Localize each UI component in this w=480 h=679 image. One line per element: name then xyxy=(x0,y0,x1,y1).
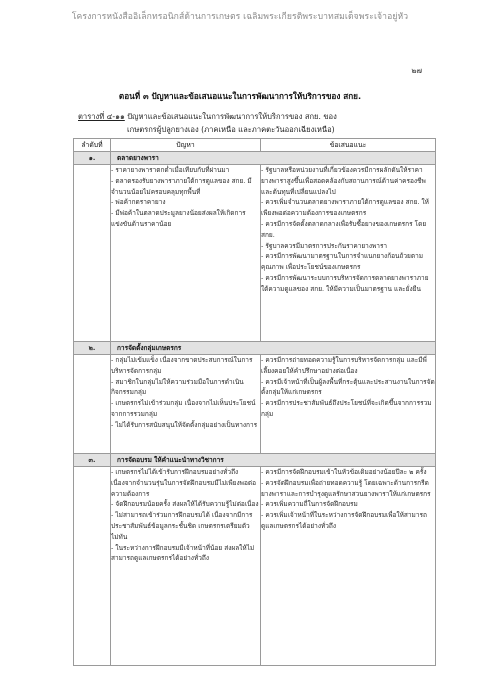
problem-item: - ตลาดรองรับยางพาราภายใต้การดูแลของ สกย. มีจำนวนน้อยไม่ครอบคลุมทุกพื้นที่ xyxy=(111,176,252,196)
table-caption xyxy=(78,110,438,136)
page-number: ๒๗ xyxy=(411,66,422,75)
suggestion-list xyxy=(261,467,436,666)
group-num: ๒. xyxy=(74,342,111,355)
suggestion-item: - ควรเพิ่มความถี่ในการจัดฝึกอบรม xyxy=(261,500,358,509)
problem-item: - เกษตรกรไม่เข้าร่วมกลุ่ม เนื่องจากไม่เห็นประโยชน์จากการรวมกลุ่ม xyxy=(111,399,256,418)
header-suggestion: ข้อเสนอแนะ xyxy=(261,139,436,152)
suggestion-item: - ควรมีการประชาสัมพันธ์ถึงประโยชน์ที่จะเกิดขึ้นจากการรวมกลุ่ม xyxy=(261,399,432,418)
problem-item: - ไม่ได้รับการสนับสนุนให้จัดตั้งกลุ่มอย่างเป็นทางการ xyxy=(111,420,258,429)
suggestion-item: - ควรมีเจ้าหน้าที่เป็นผู้ลงพื้นที่กระตุ้นและประสานงานในการจัดตั้งกลุ่มให้แก่เกษตรกร xyxy=(261,377,435,397)
group-title: การจัดตั้งกลุ่มเกษตรกร xyxy=(111,342,436,355)
group-num: ๑. xyxy=(74,152,111,165)
group-row-farmer-groups xyxy=(74,342,436,355)
suggestion-item: - ควรมีการพัฒนาระบบการบริหารจัดการตลาดยางพาราภายใต้ความดูแลของ สกย. ให้มีความเป็นมาตรฐาน และยั่งยืน xyxy=(261,273,429,293)
problem-list xyxy=(111,467,261,666)
problem-item: - กลุ่มไม่เข้มแข็ง เนื่องจากขาดประสบการณ์ในการบริหารจัดการกลุ่ม xyxy=(111,356,253,375)
group-num: ๓. xyxy=(74,454,111,467)
problem-item: - ในระหว่างการฝึกอบรมมีเจ้าหน้าที่น้อย ส่งผลให้ไม่สามารถดูแลเกษตรกรได้อย่างทั่วถึง xyxy=(111,543,255,563)
suggestion-item: - รัฐบาลควรมีมาตรการประกันราคายางพารา xyxy=(261,241,388,250)
problem-item: - มีพ่อค้าในตลาดประมูลยางน้อยส่งผลให้เกิดการแข่งขันด้านราคาน้อย xyxy=(111,209,246,228)
problem-list xyxy=(111,355,261,454)
problem-item: - สมาชิกในกลุ่มไม่ให้ความร่วมมือในการดำเนินกิจกรรมกลุ่ม xyxy=(111,377,244,397)
table-row xyxy=(74,467,436,666)
suggestion-item: - ควรเพิ่มเจ้าหน้าที่ในระหว่างการจัดฝึกอบรมเพื่อให้สามารถดูแลเกษตรกรได้อย่างทั่วถึง xyxy=(261,511,427,530)
suggestion-item: - ควรมีการถ่ายทอดความรู้ในการบริหารจัดการกลุ่ม และมีพี่เลี้ยงคอยให้คำปรึกษาอย่างต่อเนื่อง xyxy=(261,356,427,375)
suggestion-item: - ควรเพิ่มจำนวนตลาดยางพาราภายใต้การดูแลของ สกย. ให้เพียงพอต่อความต้องการของเกษตรกร xyxy=(261,198,429,218)
table-row xyxy=(74,355,436,454)
chapter-title: ตอนที่ ๓ ปัญหาและข้อเสนอแนะในการพัฒนาการให้บริการของ สกย. xyxy=(118,91,362,101)
table-caption-line1: ปัญหาและข้อเสนอแนะในการพัฒนาการให้บริการของ สกย. ของ xyxy=(124,112,337,121)
running-header: โครงการหนังสืออิเล็กทรอนิกส์ด้านการเกษตร เฉลิมพระเกียรติพระบาทสมเด็จพระเจ้าอยู่หัว xyxy=(71,12,409,22)
table-caption-number: ตารางที่ ๔-๑๑ xyxy=(78,112,125,121)
problem-item: - ไม่สามารถเข้าร่วมการฝึกอบรมได้ เนื่องจากมีการประชาสัมพันธ์ข้อมูลกระชั้นชิด เกษตรกรเตรียมตัวไม่ทัน xyxy=(111,511,253,541)
problem-list xyxy=(111,165,261,342)
group-row-training xyxy=(74,454,436,467)
suggestion-item: - ควรมีการจัดตั้งตลาดกลางเพื่อรับซื้อยางของเกษตรกร โดย สกย. xyxy=(261,219,427,239)
suggestion-item: - รัฐบาลหรือหน่วยงานที่เกี่ยวข้องควรมีการผลักดันให้ราคายางพาราสูงขึ้นเพื่อสอดคล้องกับสถานการณ์ด้านค่าครองชีพและต้นทุนที่เปลี่ยนแปลงไป xyxy=(261,166,426,196)
problems-suggestions-table xyxy=(73,138,436,666)
suggestion-item: - ควรมีการจัดฝึกอบรมเข้าในหัวข้อเดิมอย่างน้อยปีละ ๒ ครั้ง xyxy=(261,468,427,476)
suggestion-list xyxy=(261,355,436,454)
suggestion-list xyxy=(261,165,436,342)
problem-item: - ราคายางพาราตกต่ำเมื่อเทียบกับที่ผ่านมา xyxy=(111,166,230,174)
table-header-row xyxy=(74,139,436,152)
suggestion-item: - ควรจัดฝึกอบรมเพื่อถ่ายทอดความรู้ โดยเฉพาะด้านการกรีดยางพาราและการบำรุงดูแลรักษาสวนยางพาราให้แก่เกษตรกร xyxy=(261,478,431,498)
problem-item: - จัดฝึกอบรมน้อยครั้ง ส่งผลให้ได้รับความรู้ไม่ต่อเนื่อง xyxy=(111,500,259,509)
group-title: ตลาดยางพารา xyxy=(111,152,436,165)
header-problem: ปัญหา xyxy=(111,139,261,152)
group-row-market xyxy=(74,152,436,165)
suggestion-item: - ควรมีการพัฒนามาตรฐานในการจำแนกยางก้อนถ้วยตามคุณภาพ เพื่อประโยชน์ของเกษตรกร xyxy=(261,252,424,272)
problem-item: - พ่อค้ากดราคายาง xyxy=(111,198,166,207)
table-caption-line2: เกษตรกรผู้ปลูกยางเอง (ภาคเหนือ และภาคตะวันออกเฉียงเหนือ) xyxy=(127,125,335,134)
problem-item: - เกษตรกรไม่ได้เข้ารับการฝึกอบรมอย่างทั่วถึง เนื่องจากจำนวนรุ่นในการจัดฝึกอบรมมีไม่เพียงพอต่อความต้องการ xyxy=(111,468,256,498)
group-title: การจัดอบรม ให้คำแนะนำทางวิชาการ xyxy=(111,454,436,467)
header-num: ลำดับที่ xyxy=(74,139,111,152)
table-row xyxy=(74,165,436,342)
